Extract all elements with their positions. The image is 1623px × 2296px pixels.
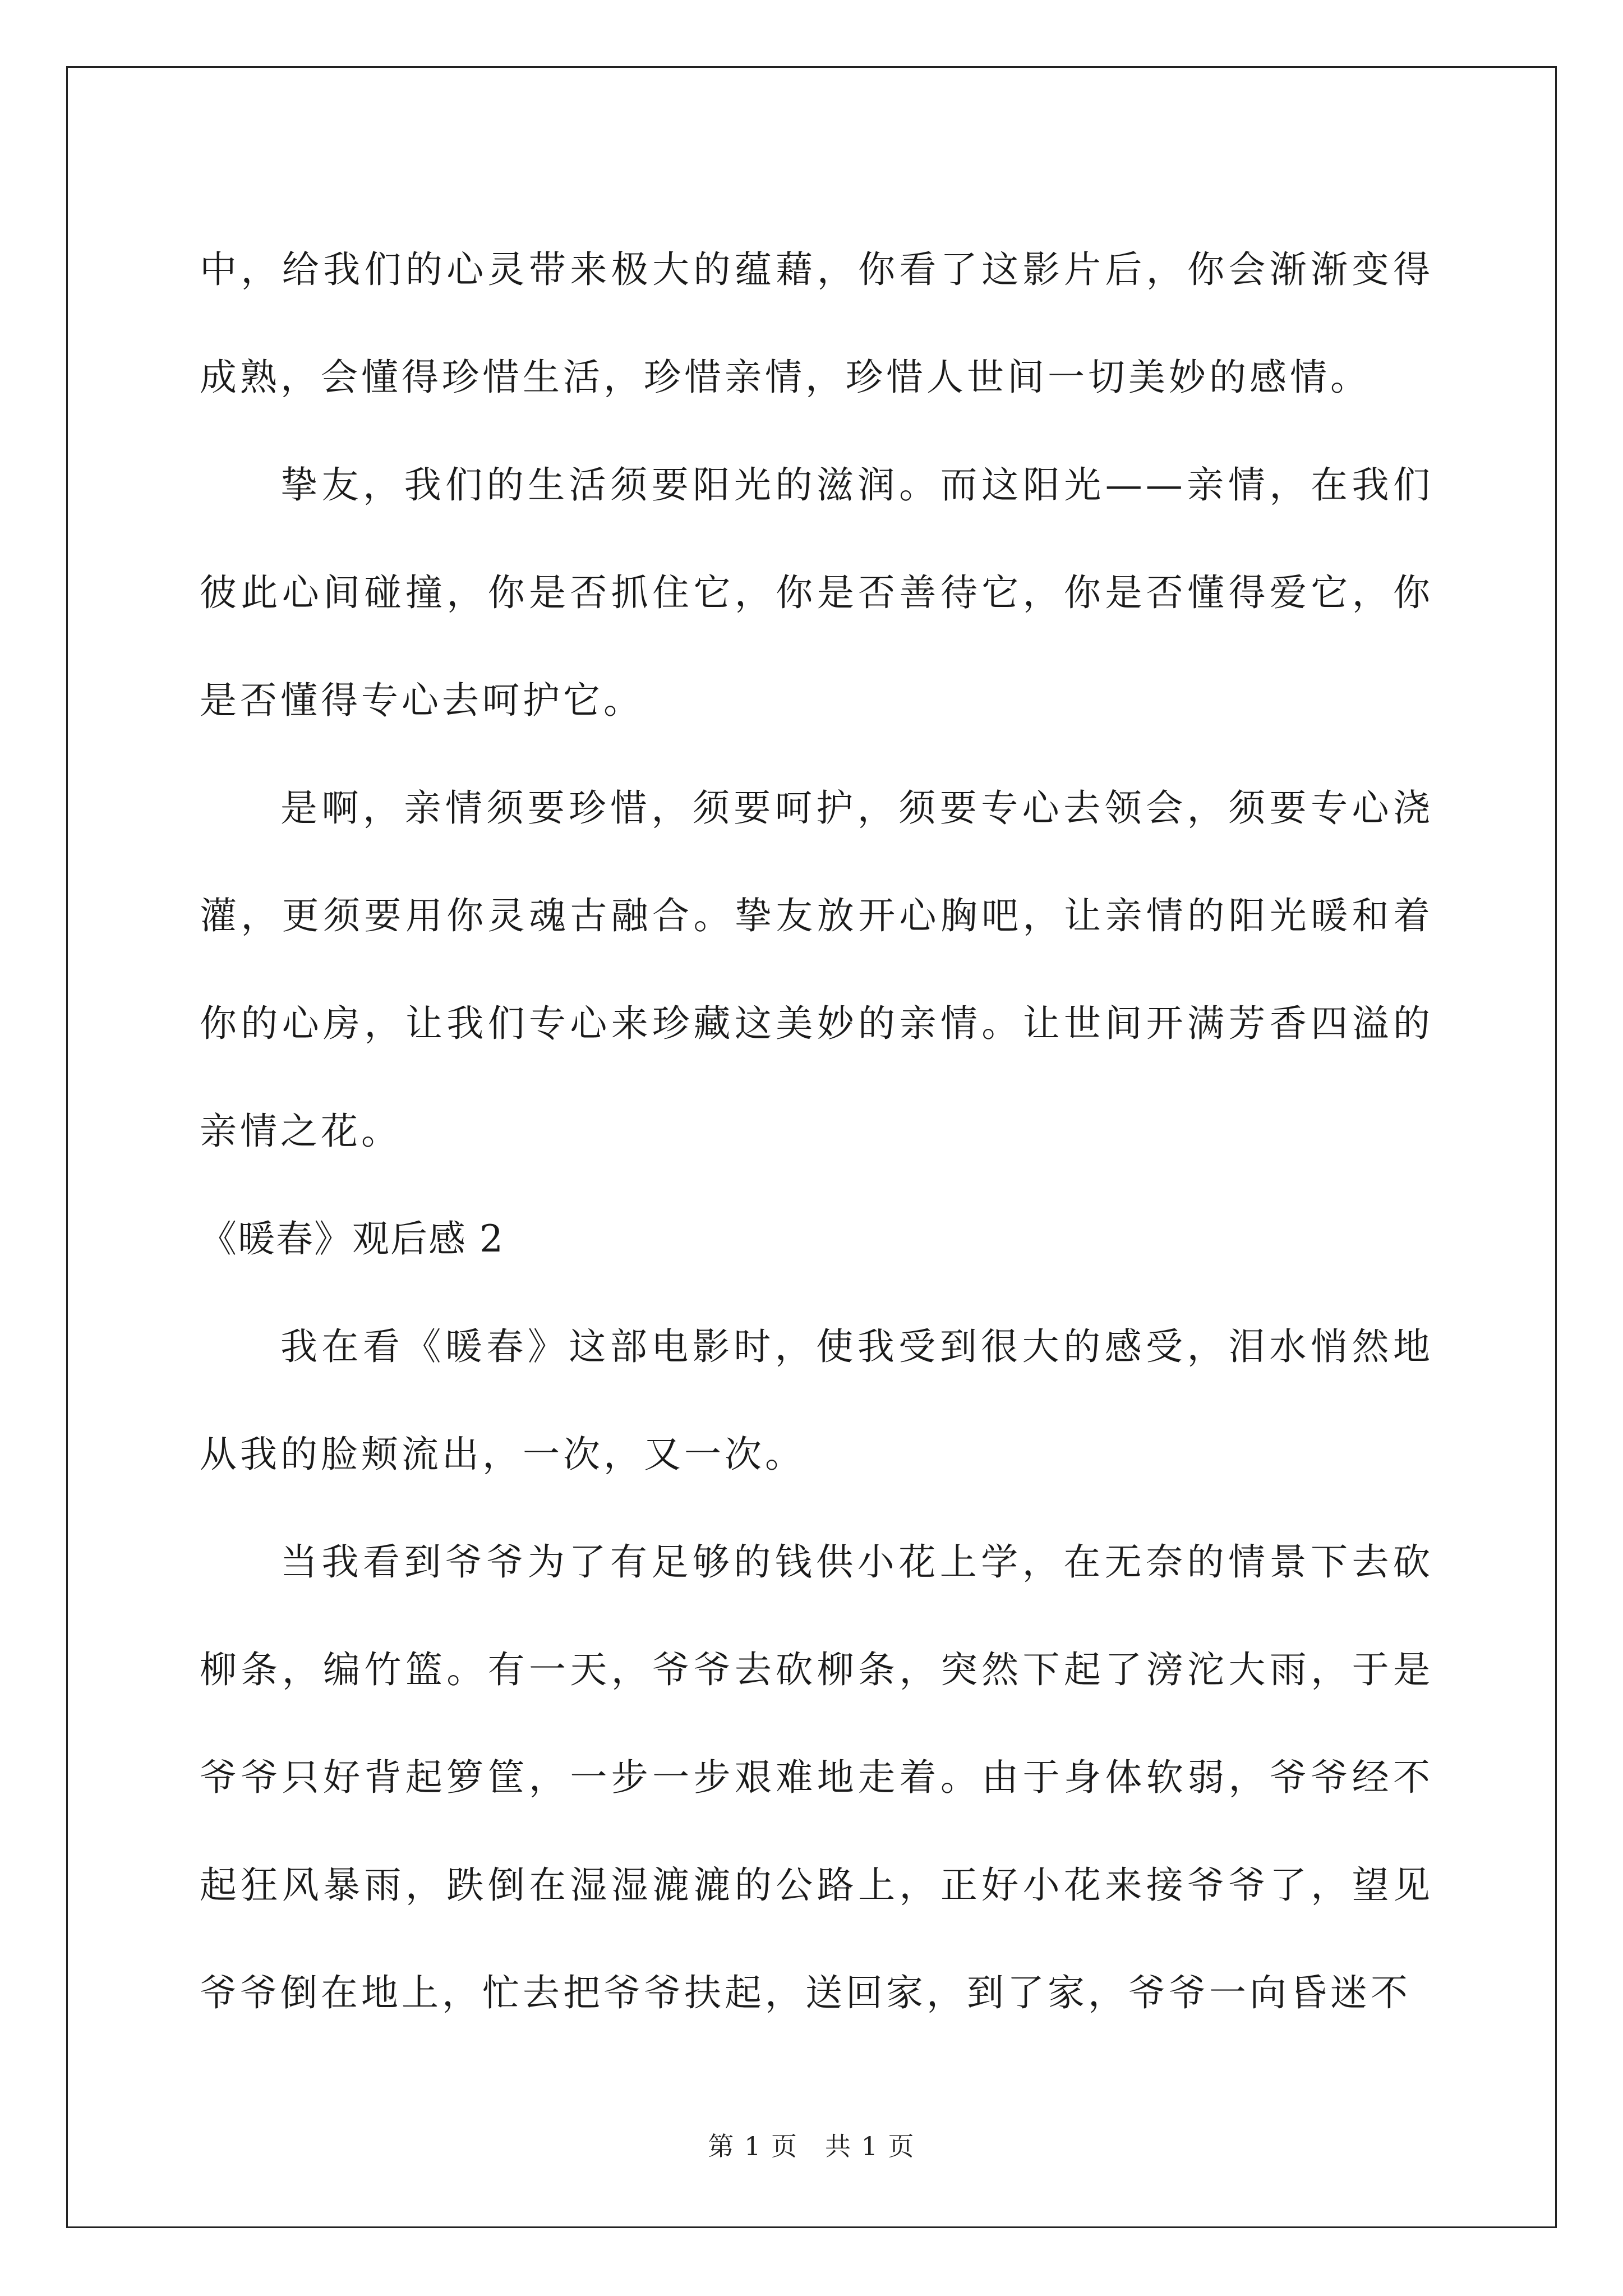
- paragraph: 中，给我们的心灵带来极大的蕴藉，你看了这影片后，你会渐渐变得成熟，会懂得珍惜生活，珍惜亲情，珍惜人世间一切美妙的感情。: [200, 248, 1433, 399]
- paragraph: 当我看到爷爷为了有足够的钱供小花上学，在无奈的情景下去砍柳条，编竹篮。有一天，爷爷去砍柳条，突然下起了滂沱大雨，于是爷爷只好背起箩筐，一步一步艰难地走着。由于身体软弱，爷爷经不起狂风暴雨，跌倒在湿湿漉漉的公路上，正好小花来接爷爷了，望见爷爷倒在地上，忙去把爷爷扶起，送回家，到了家，爷爷一向昏迷不: [200, 1540, 1433, 2014]
- document-body: [200, 216, 1433, 2047]
- paragraph: 挚友，我们的生活须要阳光的滋润。而这阳光——亲情，在我们彼此心间碰撞，你是否抓住它，你是否善待它，你是否懂得爱它，你是否懂得专心去呵护它。: [200, 463, 1433, 722]
- page-number-footer: 第 1 页 共 1 页: [708, 2131, 915, 2161]
- section-title: 《暖春》观后感 2: [200, 1217, 504, 1260]
- paragraph: 我在看《暖春》这部电影时，使我受到很大的感受，泪水悄然地从我的脸颊流出，一次，又一次。: [200, 1325, 1433, 1476]
- paragraph: 是啊，亲情须要珍惜，须要呵护，须要专心去领会，须要专心浇灌，更须要用你灵魂古融合。挚友放开心胸吧，让亲情的阳光暖和着你的心房，让我们专心来珍藏这美妙的亲情。让世间开满芳香四溢的亲情之花。: [200, 786, 1433, 1153]
